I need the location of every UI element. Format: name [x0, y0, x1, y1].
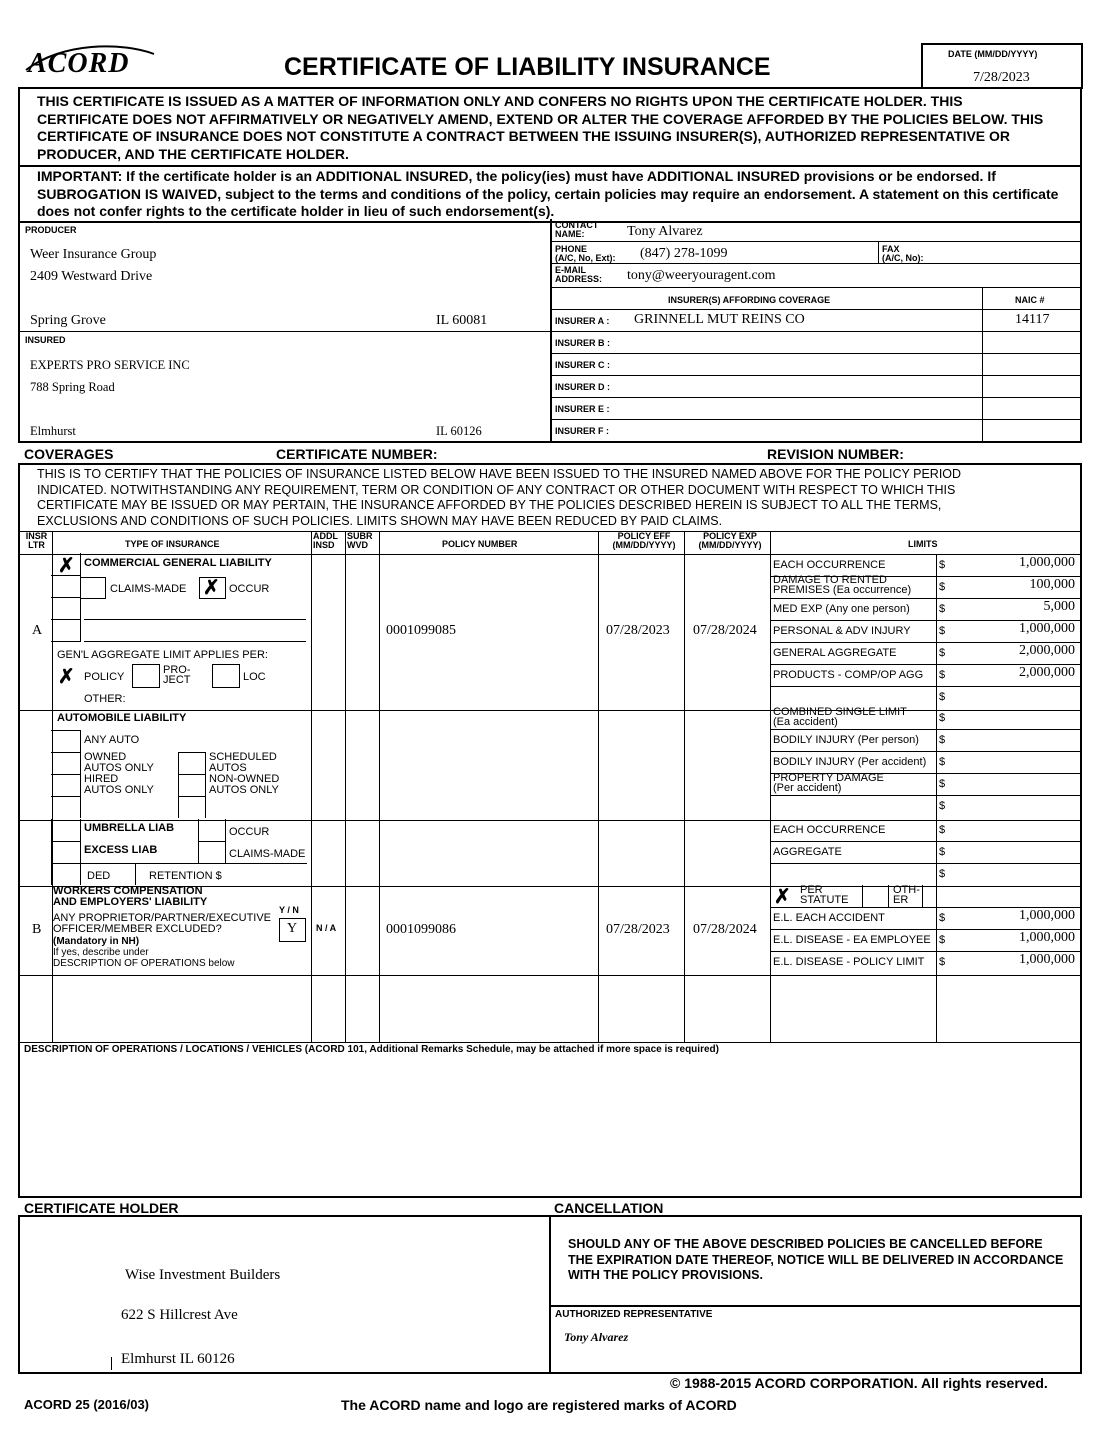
insurer-e-label: INSURER E :: [555, 404, 610, 414]
per-statute-check-icon[interactable]: ✗: [774, 886, 791, 908]
producer-city: Spring Grove: [30, 313, 106, 328]
wc-na: N / A: [316, 923, 337, 933]
limit-row-per-statute: ✗ PER STATUTE OTH- ER: [770, 885, 1080, 908]
acord-logo-text: ACORD: [28, 48, 130, 79]
auto-label: AUTOMOBILE LIABILITY: [57, 712, 187, 724]
loc-checkbox[interactable]: [212, 664, 240, 688]
email-value: tony@weeryouragent.com: [627, 268, 776, 283]
limit-row-combined-single: COMBINED SINGLE LIMIT (Ea accident) $: [770, 707, 1080, 730]
certify-text: THIS IS TO CERTIFY THAT THE POLICIES OF INSURANCE LISTED BELOW HAVE BEEN ISSUED TO THE INSURED NAMED ABOVE FOR THE POLICY PERIOD INDICATED. NOTWITHSTANDING ANY REQUIREMENT, TERM OR CONDITION OF ANY CONTRACT OR OTHER DOCUMENT WITH RESPECT TO WHICH THIS CERTIFICATE MAY BE ISSUED OR MAY PERTAIN, THE INSURANCE AFFORDED BY THE POLICIES DESCRIBED HEREIN IS SUBJECT TO ALL THE TERMS, EXCLUSIONS AND CONDITIONS OF SUCH POLICIES. LIMITS SHOWN MAY HAVE BEEN REDUCED BY PAID CLAIMS.: [37, 467, 962, 528]
insurer-row: [552, 353, 1080, 376]
wc-policy-number: 0001099086: [386, 922, 456, 937]
holder-address: 622 S Hillcrest Ave: [121, 1307, 238, 1323]
cgl-check-icon[interactable]: ✗: [58, 555, 75, 577]
gl-policy-eff: 07/28/2023: [606, 623, 670, 638]
date-label: DATE (MM/DD/YYYY): [948, 49, 1038, 59]
policy-exp-header: POLICY EXP (MM/DD/YYYY): [698, 531, 762, 550]
non-owned-autos-label: NON-OWNED AUTOS ONLY: [209, 773, 280, 796]
workers-comp-label: WORKERS COMPENSATION AND EMPLOYERS' LIABILITY: [53, 885, 208, 908]
hired-autos-label: HIRED AUTOS ONLY: [84, 773, 154, 796]
insr-ltr-header: INSR LTR: [25, 531, 48, 550]
insurer-row: [552, 309, 1080, 332]
limit-row-damage-to-rented: DAMAGE TO RENTED PREMISES (Ea occurrence) $ 100,000: [770, 576, 1080, 599]
limit-row-el-disease-policy: E.L. DISEASE - POLICY LIMIT $ 1,000,000: [773, 952, 1075, 968]
limit-row-el-each-accident: E.L. EACH ACCIDENT $ 1,000,000: [770, 907, 1080, 930]
insurer-rows: [552, 309, 1080, 441]
limit-row-bodily-accident: BODILY INJURY (Per accident) $: [770, 751, 1080, 774]
insured-state-zip: IL 60126: [436, 424, 482, 438]
revision-number-label: REVISION NUMBER:: [767, 446, 904, 462]
gl-policy-number: 0001099085: [386, 623, 456, 638]
limit-row-umbrella-aggregate: AGGREGATE $: [770, 841, 1080, 864]
insurer-row: [552, 419, 1080, 441]
insured-city: Elmhurst: [30, 424, 76, 438]
limit-row-general-aggregate: GENERAL AGGREGATE $ 2,000,000: [770, 642, 1080, 665]
insurer-c-label: INSURER C :: [555, 360, 611, 370]
limit-row-property-damage: PROPERTY DAMAGE (Per accident) $: [770, 773, 1080, 796]
authorized-rep-label: AUTHORIZED REPRESENTATIVE: [555, 1309, 713, 1320]
insured-label: INSURED: [25, 335, 66, 345]
subr-wvd-header: SUBR WVD: [347, 531, 373, 550]
authorized-signature: Tony Alvarez: [564, 1330, 629, 1344]
umbrella-occur-label: OCCUR: [229, 826, 270, 838]
limits-header: LIMITS: [908, 539, 938, 549]
insured-name: EXPERTS PRO SERVICE INC: [30, 358, 190, 372]
parties-box: [18, 219, 1082, 443]
insurer-d-label: INSURER D :: [555, 382, 611, 392]
important-notice: IMPORTANT: If the certificate holder is an ADDITIONAL INSURED, the policy(ies) must have ADDITIONAL INSURED provisions or be endorsed. If SUBROGATION IS WAIVED, subject to the terms and conditions of the policy, certain policies may require an endorsement. A statement on this certificate does not confer rights to the certificate holder in lieu of such endorsement(s).: [37, 168, 1059, 219]
retention-label: RETENTION $: [149, 870, 222, 882]
limit-row-products: PRODUCTS - COMP/OP AGG $ 2,000,000: [770, 664, 1080, 687]
gl-aggregate-label: GEN'L AGGREGATE LIMIT APPLIES PER:: [57, 649, 268, 661]
project-checkbox[interactable]: [132, 664, 160, 688]
owned-autos-label: OWNED AUTOS ONLY: [84, 751, 154, 774]
insurers-header: INSURER(S) AFFORDING COVERAGE: [668, 295, 831, 305]
certificate-holder-label: CERTIFICATE HOLDER: [24, 1200, 179, 1216]
holder-name: Wise Investment Builders: [125, 1267, 281, 1283]
addl-insd-header: ADDL INSD: [313, 531, 338, 550]
email-label: E-MAIL ADDRESS:: [555, 265, 603, 284]
insurer-a-naic: 14117: [1015, 312, 1050, 327]
form-id: ACORD 25 (2016/03): [24, 1397, 149, 1412]
excluded-question: ANY PROPRIETOR/PARTNER/EXECUTIVE OFFICER/MEMBER EXCLUDED?: [53, 912, 272, 935]
insured-address: 788 Spring Road: [30, 380, 115, 394]
project-label: PRO- JECT: [163, 664, 191, 686]
contact-block: [552, 219, 1080, 289]
insurer-row: [552, 397, 1080, 420]
policy-label: POLICY: [84, 671, 125, 683]
wc-policy-exp: 07/28/2024: [693, 922, 757, 937]
insurer-a-label: INSURER A :: [555, 316, 610, 326]
date-value: 7/28/2023: [973, 70, 1030, 85]
policy-number-header: POLICY NUMBER: [442, 539, 518, 549]
claims-made-checkbox[interactable]: [80, 577, 106, 599]
umbrella-claims-made-label: CLAIMS-MADE: [229, 848, 306, 860]
insurer-row: [552, 331, 1080, 354]
insurer-b-label: INSURER B :: [555, 338, 611, 348]
contact-name: Tony Alvarez: [627, 224, 703, 239]
policy-eff-header: POLICY EFF (MM/DD/YYYY): [612, 531, 676, 550]
limit-row-gl-blank: $: [939, 691, 946, 703]
fax-label: FAX (A/C, No):: [882, 244, 924, 263]
limit-row-each-occurrence: EACH OCCURRENCE $ 1,000,000: [770, 554, 1080, 577]
page-title: CERTIFICATE OF LIABILITY INSURANCE: [284, 53, 771, 81]
phone-label: PHONE (A/C, No, Ext):: [555, 244, 616, 263]
matter-of-information-notice: THIS CERTIFICATE IS ISSUED AS A MATTER OF INFORMATION ONLY AND CONFERS NO RIGHTS UPON THE CERTIFICATE HOLDER. THIS CERTIFICATE DOES NOT AFFIRMATIVELY OR NEGATIVELY AMEND, EXTEND OR ALTER THE COVERAGE AFFORDED BY THE POLICIES BELOW. THIS CERTIFICATE OF INSURANCE DOES NOT CONSTITUTE A CONTRACT BETWEEN THE ISSUING INSURER(S), AUTHORIZED REPRESENTATIVE OR PRODUCER, AND THE CERTIFICATE HOLDER.: [37, 93, 1044, 162]
other-label: OTHER:: [84, 693, 126, 705]
umbrella-liab-label: UMBRELLA LIAB: [84, 822, 175, 834]
limit-row-el-disease-employee: E.L. DISEASE - EA EMPLOYEE $ 1,000,000: [770, 929, 1080, 952]
wc-policy-eff: 07/28/2023: [606, 922, 670, 937]
mandatory-nh-note: (Mandatory in NH) If yes, describe under DESCRIPTION OF OPERATIONS below: [53, 936, 235, 969]
gl-policy-exp: 07/28/2024: [693, 623, 757, 638]
limit-row-med-exp: MED EXP (Any one person) $ 5,000: [770, 598, 1080, 621]
policy-check-icon[interactable]: ✗: [58, 666, 75, 688]
ded-label: DED: [87, 870, 111, 882]
excess-liab-label: EXCESS LIAB: [84, 844, 158, 856]
gl-insurer-letter: A: [32, 623, 43, 638]
naic-header: NAIC #: [1015, 295, 1045, 305]
insurer-row: [552, 375, 1080, 398]
insurer-f-label: INSURER F :: [555, 426, 609, 436]
insurer-a-name: GRINNELL MUT REINS CO: [634, 312, 805, 327]
any-auto-label: ANY AUTO: [84, 734, 140, 746]
phone-value: (847) 278-1099: [640, 246, 728, 261]
description-label: DESCRIPTION OF OPERATIONS / LOCATIONS / VEHICLES (ACORD 101, Additional Remarks Schedule, may be attached if more space is required): [24, 1044, 719, 1055]
producer-state-zip: IL 60081: [436, 313, 488, 328]
limit-row-umbrella-blank: $: [939, 868, 946, 880]
notice-box: [18, 87, 1082, 223]
acord-logo: [22, 40, 162, 90]
cancellation-label: CANCELLATION: [554, 1200, 664, 1216]
coverages-label: COVERAGES: [24, 446, 114, 462]
loc-label: LOC: [243, 671, 266, 683]
limit-row-umbrella-occurrence: EACH OCCURRENCE $: [770, 819, 1080, 842]
yn-label: Y / N: [279, 905, 299, 915]
description-field[interactable]: [22, 1058, 1074, 1190]
excluded-yn-value: Y: [287, 921, 298, 936]
limit-row-bodily-person: BODILY INJURY (Per person) $: [770, 729, 1080, 752]
producer-address: 2409 Westward Drive: [30, 269, 153, 284]
date-box: [921, 43, 1083, 89]
cgl-label: COMMERCIAL GENERAL LIABILITY: [84, 557, 272, 569]
limit-row-auto-blank: $: [939, 800, 946, 812]
producer-name: Weer Insurance Group: [30, 247, 157, 262]
certificate-number-label: CERTIFICATE NUMBER:: [276, 446, 438, 462]
producer-label: PRODUCER: [25, 225, 77, 235]
type-header: TYPE OF INSURANCE: [125, 539, 220, 549]
holder-city: Elmhurst IL 60126: [121, 1351, 235, 1367]
claims-made-label: CLAIMS-MADE: [110, 583, 187, 595]
scheduled-autos-label: SCHEDULED AUTOS: [209, 751, 277, 774]
limit-row-personal-adv: PERSONAL & ADV INJURY $ 1,000,000: [770, 620, 1080, 643]
trademark-notice: The ACORD name and logo are registered marks of ACORD: [341, 1397, 737, 1413]
occur-label: OCCUR: [229, 583, 270, 595]
occur-check-icon: ✗: [203, 577, 220, 599]
wc-insurer-letter: B: [32, 922, 42, 937]
copyright-notice: © 1988-2015 ACORD CORPORATION. All rights reserved.: [670, 1375, 1048, 1391]
cancellation-text: SHOULD ANY OF THE ABOVE DESCRIBED POLICIES BE CANCELLED BEFORE THE EXPIRATION DATE THEREOF, NOTICE WILL BE DELIVERED IN ACCORDANCE WITH THE POLICY PROVISIONS.: [568, 1237, 1064, 1282]
contact-name-label: CONTACT NAME:: [555, 220, 599, 239]
